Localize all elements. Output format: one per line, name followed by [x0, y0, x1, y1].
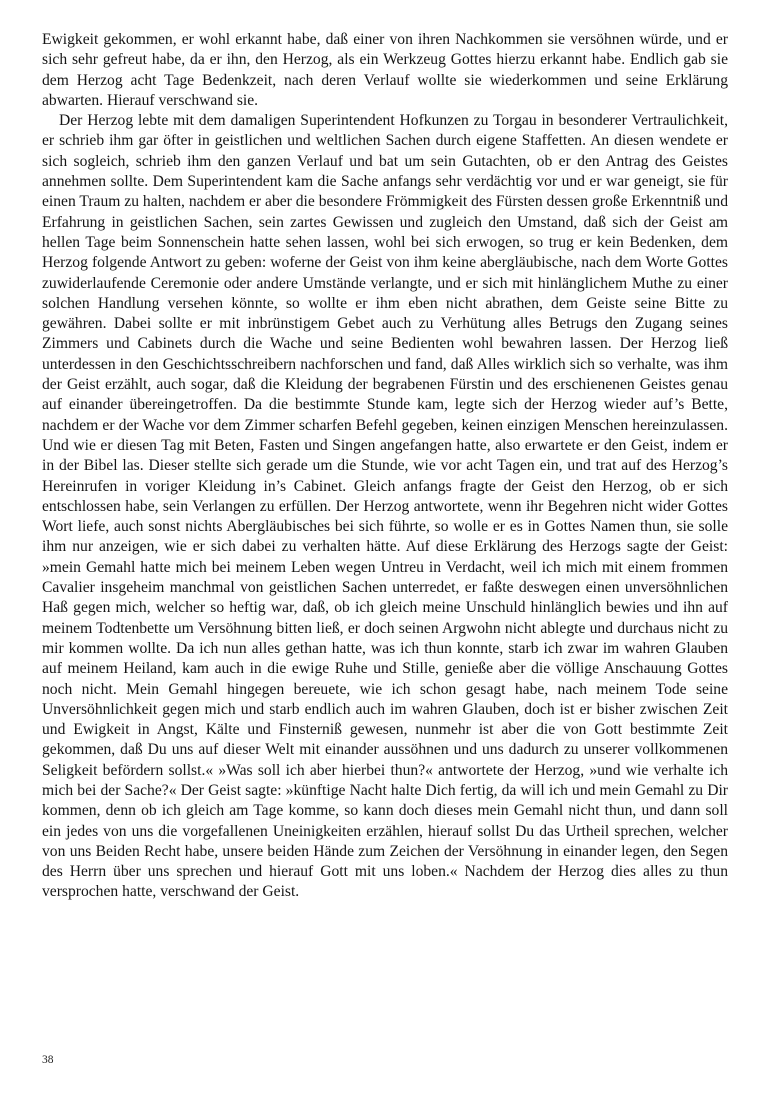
- paragraph: Ewigkeit gekommen, er wohl erkannt habe, daß einer von ihren Nachkommen sie versöhnen würde, und er sich sehr gefreut habe, da er ihn, den Herzog, als ein Werkzeug Gottes hierzu erkannt habe. Endlich gab sie dem Herzog acht Tage Bedenkzeit, nach deren Verlauf wollte sie wiederkommen und seine Erklärung abwarten. Hierauf verschwand sie.: [42, 31, 728, 109]
- body-text: [42, 30, 728, 903]
- paragraph: Der Herzog lebte mit dem damaligen Superintendent Hofkunzen zu Torgau in besonderer Vertraulichkeit, er schrieb ihm gar öfter in geistlichen und weltlichen Sachen durch eigene Staffetten. An diesen wendete er sich sogleich, schrieb ihm den ganzen Verlauf und bat um sein Gutachten, ob er den Antrag des Geistes annehmen sollte. Dem Superintendent kam die Sache anfangs sehr verdächtig vor und er war geneigt, sie für einen Traum zu halten, nachdem er aber die besondere Frömmigkeit des Fürsten dessen große Erkenntniß und Erfahrung in geistlichen Sachen, sein zartes Gewissen und zugleich den Umstand, daß sich der Geist am hellen Tage beim Sonnenschein hatte sehen lassen, wohl bei sich erwogen, so trug er kein Bedenken, dem Herzog folgende Antwort zu geben: woferne der Geist von ihm keine abergläubische, nach dem Worte Gottes zuwiderlaufende Ceremonie oder andere Umstände verlangte, und er sich mit hinlänglichem Muthe zu einer solchen Handlung versehen könnte, so wollte er ihm eben nicht abrathen, dem Geiste seine Bitte zu gewähren. Dabei sollte er mit inbrünstigem Gebet auch zu Verhütung alles Betrugs den Zugang seines Zimmers und Cabinets durch die Wache und seine Bedienten wohl bewahren lassen. Der Herzog ließ unterdessen in den Geschichtsschreibern nachforschen und fand, daß Alles wirklich sich so verhalte, was ihm der Geist erzählt, auch sogar, daß die Kleidung der begrabenen Fürstin und des erschienenen Geistes genau auf einander übereingetroffen. Da die bestimmte Stunde kam, legte sich der Herzog wieder auf’s Bette, nachdem er der Wache vor dem Zimmer scharfen Befehl gegeben, keinen einzigen Menschen hereinzulassen. Und wie er diesen Tag mit Beten, Fasten und Singen angefangen hatte, also erwartete er den Geist, indem er in der Bibel las. Dieser stellte sich gerade um die Stunde, wie vor acht Tagen ein, und trat auf des Herzog’s Hereinrufen in voriger Kleidung in’s Cabinet. Gleich anfangs fragte der Geist den Herzog, ob er sich entschlossen habe, sein Verlangen zu erfüllen. Der Herzog antwortete, wenn ihr Begehren nicht wider Gottes Wort liefe, auch sonst nichts Abergläubisches bei sich führte, so wolle er es in Gottes Namen thun, sie solle ihm nur anzeigen, wie er sich dabei zu verhalten hätte. Auf diese Erklärung des Herzogs sagte der Geist: »mein Gemahl hatte mich bei meinem Leben wegen Untreu in Verdacht, weil ich mich mit einem frommen Cavalier insgeheim manchmal von geistlichen Sachen unterredet, er faßte deswegen einen unversöhnlichen Haß gegen mich, welcher so heftig war, daß, ob ich gleich meine Unschuld hinlänglich bewies und ihn auf meinem Todtenbette um Versöhnung bitten ließ, er doch seinen Argwohn nicht ablegte und durchaus nicht zu mir kommen wollte. Da ich nun alles gethan hatte, was ich thun konnte, starb ich zwar im wahren Glauben auf meinem Heiland, kam auch in die ewige Ruhe und Stille, genieße aber die völlige Anschauung Gottes noch nicht. Mein Gemahl hingegen bereuete, wie ich schon gesagt habe, nach meinem Tode seine Unversöhnlichkeit gegen mich und starb endlich auch im wahren Glauben, doch ist er bisher zwischen Zeit und Ewigkeit in Angst, Kälte und Finsterniß gewesen, nunmehr ist aber die von Gott bestimmte Zeit gekommen, daß Du uns auf dieser Welt mit einander aussöhnen und uns dadurch zu unserer vollkommenen Seligkeit befördern sollst.« »Was soll ich aber hierbei thun?« antwortete der Herzog, »und wie verhalte ich mich bei der Sache?« Der Geist sagte: »künftige Nacht halte Dich fertig, da will ich und mein Gemahl zu Dir kommen, denn ob ich gleich am Tage komme, so kann doch dieses mein Gemahl nicht thun, und dann soll ein jedes von uns die vorgefallenen Uneinigkeiten erzählen, hierauf sollst Du das Urtheil sprechen, welcher von uns Beiden Recht habe, unsere beiden Hände zum Zeichen der Versöhnung in einander legen, den Segen des Herrn über uns sprechen und hierauf Gott mit uns loben.« Nachdem der Herzog dies alles zu thun versprochen hatte, verschwand der Geist.: [42, 112, 728, 901]
- page-number: 38: [42, 1054, 54, 1066]
